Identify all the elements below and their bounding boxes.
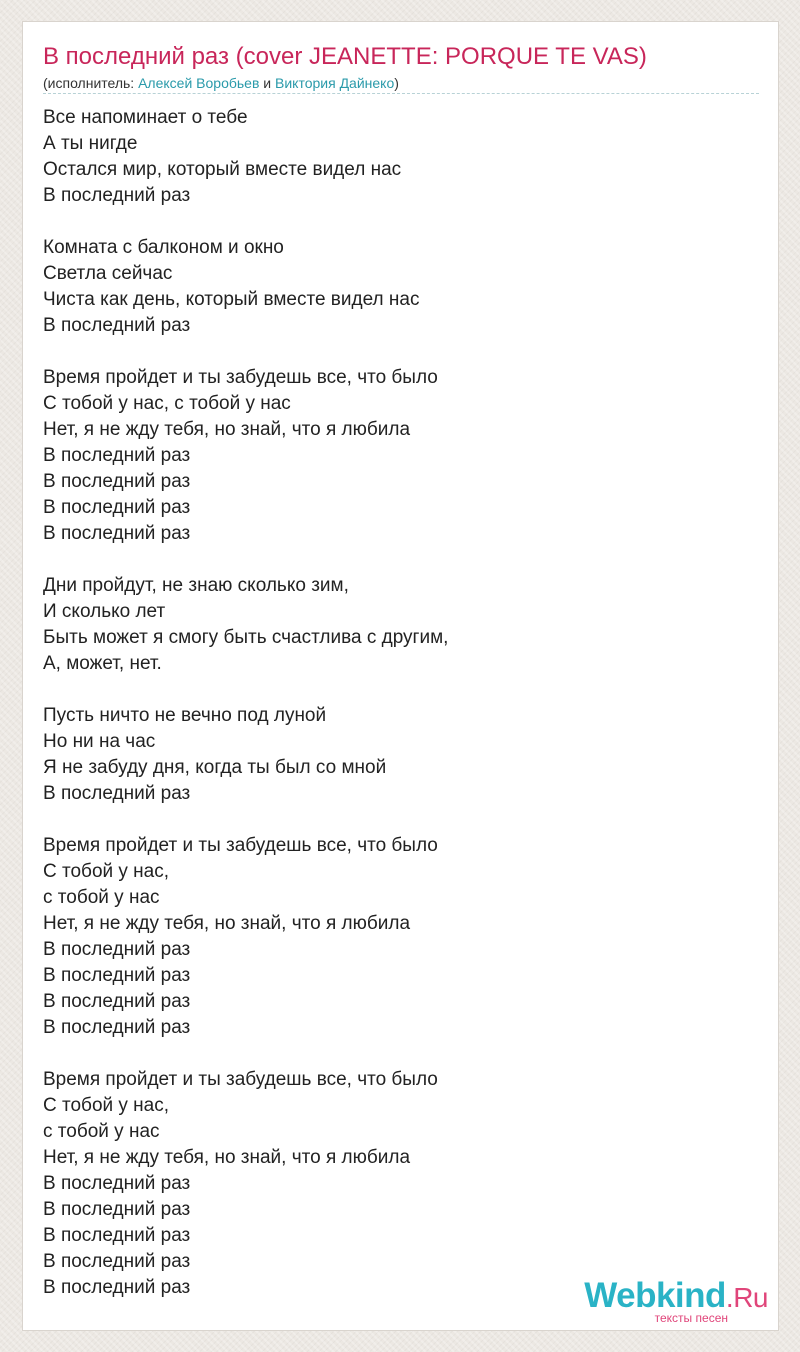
lyric-line: Нет, я не жду тебя, но знай, что я любила (43, 419, 411, 440)
lyric-line: Комната с балконом и окно (43, 237, 284, 258)
lyric-line: Светла сейчас (43, 263, 173, 284)
lyric-line: В последний раз (43, 991, 191, 1012)
lyric-line: В последний раз (43, 471, 191, 492)
lyric-line: И сколько лет (43, 601, 166, 622)
lyrics-stanza (43, 365, 743, 547)
lyric-line: В последний раз (43, 497, 191, 518)
lyric-line: Нет, я не жду тебя, но знай, что я любила (43, 1147, 411, 1168)
lyric-line: В последний раз (43, 1225, 191, 1246)
lyric-line: Чиста как день, который вместе видел нас (43, 289, 420, 310)
lyric-line: В последний раз (43, 965, 191, 986)
lyric-line: С тобой у нас, с тобой у нас (43, 393, 291, 414)
lyric-line: Дни пройдут, не знаю сколько зим, (43, 575, 349, 596)
artist-joiner: и (259, 75, 276, 91)
lyrics-stanza (43, 703, 743, 807)
lyric-line: с тобой у нас (43, 1121, 160, 1142)
lyric-line: Время пройдет и ты забудешь все, что было (43, 367, 438, 388)
lyric-line: В последний раз (43, 783, 191, 804)
logo-tagline: тексты песен (654, 1311, 728, 1325)
lyric-line: С тобой у нас, (43, 1095, 170, 1116)
artist-line (43, 74, 399, 92)
lyrics-stanza (43, 105, 743, 209)
artist-link-vorobyev[interactable]: Алексей Воробьев (138, 75, 260, 91)
lyric-line: В последний раз (43, 315, 191, 336)
lyrics-stanza (43, 235, 743, 339)
artist-link-daineko[interactable]: Виктория Дайнеко (275, 75, 395, 91)
lyric-line: Время пройдет и ты забудешь все, что было (43, 1069, 438, 1090)
lyric-line: Время пройдет и ты забудешь все, что было (43, 835, 438, 856)
lyric-line: В последний раз (43, 445, 191, 466)
lyric-line: В последний раз (43, 185, 191, 206)
header-divider (43, 93, 759, 94)
lyric-line: В последний раз (43, 523, 191, 544)
lyric-line: С тобой у нас, (43, 861, 170, 882)
lyric-line: В последний раз (43, 939, 191, 960)
lyric-line: Все напоминает о тебе (43, 107, 248, 128)
lyric-line: Но ни на час (43, 731, 156, 752)
lyric-line: В последний раз (43, 1251, 191, 1272)
artist-suffix: ) (394, 75, 399, 91)
lyric-line: Пусть ничто не вечно под луной (43, 705, 327, 726)
lyric-line: Нет, я не жду тебя, но знай, что я любила (43, 913, 411, 934)
lyrics-stanza (43, 1067, 743, 1301)
lyric-line: Остался мир, который вместе видел нас (43, 159, 402, 180)
lyric-line: В последний раз (43, 1017, 191, 1038)
lyrics-card (22, 21, 779, 1331)
lyric-line: В последний раз (43, 1173, 191, 1194)
lyric-line: Я не забуду дня, когда ты был со мной (43, 757, 387, 778)
site-logo[interactable] (572, 1276, 772, 1326)
lyric-line: с тобой у нас (43, 887, 160, 908)
lyric-line: В последний раз (43, 1277, 191, 1298)
song-title: В последний раз (cover JEANETTE: PORQUE TE VAS) (43, 43, 647, 70)
artist-prefix: (исполнитель: (43, 75, 139, 91)
lyrics-stanza (43, 573, 743, 677)
lyrics-body (43, 105, 743, 1327)
lyrics-stanza (43, 833, 743, 1041)
logo-brand: Webkind (584, 1276, 726, 1315)
logo-tld: .Ru (725, 1282, 768, 1313)
lyric-line: А, может, нет. (43, 653, 162, 674)
lyric-line: А ты нигде (43, 133, 138, 154)
lyric-line: В последний раз (43, 1199, 191, 1220)
lyric-line: Быть может я смогу быть счастлива с другим, (43, 627, 449, 648)
